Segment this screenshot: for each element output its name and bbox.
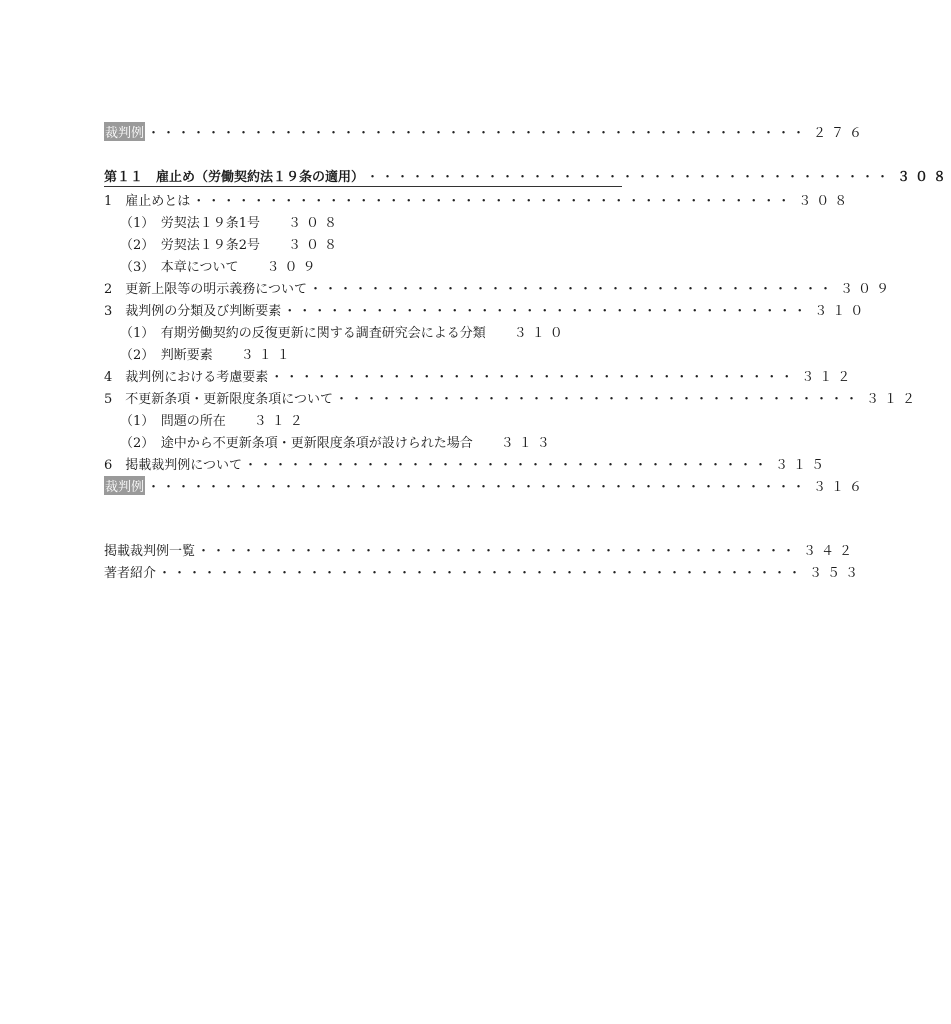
entry-label: 4 裁判例における考慮要素 [104, 369, 269, 385]
entry-label: 1 雇止めとは [104, 193, 191, 209]
page-number: ３５３ [809, 565, 864, 581]
entry-label: 2 更新上限等の明示義務について [104, 281, 308, 297]
chapter-title: 第１１ 雇止め（労働契約法１９条の適用） [104, 169, 365, 185]
page-number: ３１２ [866, 391, 921, 407]
toc-entry-1[interactable] [104, 188, 853, 210]
entry-label: 6 掲載裁判例について [104, 457, 243, 473]
leader-dots: ・・・・・・・・・・・・・・・・・・・・・・・・・・・・・・・・・・・ [270, 369, 796, 385]
toc-entry-author[interactable] [104, 560, 864, 582]
page-number: ３０９ [840, 281, 895, 297]
page-number: ３１２ [801, 369, 856, 385]
page-number: ３１１ [240, 347, 295, 363]
page-number: ３１５ [775, 457, 830, 473]
highlighted-label: 裁判例 [104, 122, 145, 141]
toc-entry-4[interactable] [104, 364, 856, 386]
leader-dots: ・・・・・・・・・・・・・・・・・・・・・・・・・・・・・・・・・・・ [283, 303, 809, 319]
entry-label: 3 裁判例の分類及び判断要素 [104, 303, 282, 319]
page-number: ３０８ [288, 237, 343, 253]
entry-label: （2） 途中から不更新条項・更新限度条項が設けられた場合 [120, 435, 473, 451]
entry-label: （1） 問題の所在 [120, 413, 226, 429]
page-number: ３０８ [897, 169, 951, 185]
toc-entry-1-2[interactable] [120, 232, 600, 254]
entry-label: 掲載裁判例一覧 [104, 543, 196, 559]
page-number: ３１２ [253, 413, 308, 429]
highlighted-label: 裁判例 [104, 476, 145, 495]
page-number: ３１６ [813, 479, 868, 495]
page-number: ２７６ [813, 125, 868, 141]
page-number: ３１０ [814, 303, 869, 319]
chapter-divider [104, 186, 622, 187]
toc-entry-pre-case[interactable] [104, 120, 868, 142]
entry-label: 著者紹介 [104, 565, 157, 581]
page-number: ３０８ [798, 193, 853, 209]
leader-dots: ・・・・・・・・・・・・・・・・・・・・・・・・・・・・・・・・・・・・・・・・・・・ [158, 565, 804, 581]
toc-entry-case-list[interactable] [104, 538, 858, 560]
page-number: ３１３ [500, 435, 555, 451]
toc-entry-1-3[interactable] [120, 254, 600, 276]
leader-dots: ・・・・・・・・・・・・・・・・・・・・・・・・・・・・・・・・・・・ [309, 281, 835, 297]
page-number: ３０８ [288, 215, 343, 231]
toc-entry-6[interactable] [104, 452, 830, 474]
toc-entry-2[interactable] [104, 276, 895, 298]
toc-entry-5[interactable] [104, 386, 921, 408]
leader-dots: ・・・・・・・・・・・・・・・・・・・・・・・・・・・・・・・・・・・・・・・・・・・・ [147, 479, 808, 495]
entry-label: 5 不更新条項・更新限度条項について [104, 391, 334, 407]
toc-entry-5-1[interactable] [120, 408, 600, 430]
entry-label: （1） 有期労働契約の反復更新に関する調査研究会による分類 [120, 325, 486, 341]
leader-dots: ・・・・・・・・・・・・・・・・・・・・・・・・・・・・・・・・・・・ [366, 169, 892, 185]
leader-dots: ・・・・・・・・・・・・・・・・・・・・・・・・・・・・・・・・・・・・・・・・ [197, 543, 798, 559]
toc-entry-1-1[interactable] [120, 210, 600, 232]
leader-dots: ・・・・・・・・・・・・・・・・・・・・・・・・・・・・・・・・・・・ [244, 457, 770, 473]
leader-dots: ・・・・・・・・・・・・・・・・・・・・・・・・・・・・・・・・・・・ [335, 391, 861, 407]
page-number: ３０９ [266, 259, 321, 275]
toc-entry-3[interactable] [104, 298, 869, 320]
page-number: ３４２ [803, 543, 858, 559]
entry-label: （3） 本章について [120, 259, 239, 275]
toc-entry-3-2[interactable] [120, 342, 600, 364]
entry-label: （2） 労契法１９条2号 [120, 237, 261, 253]
toc-chapter-11[interactable] [104, 164, 951, 186]
toc-entry-case[interactable] [104, 474, 868, 496]
leader-dots: ・・・・・・・・・・・・・・・・・・・・・・・・・・・・・・・・・・・・・・・・ [192, 193, 793, 209]
entry-label: （1） 労契法１９条1号 [120, 215, 261, 231]
toc-entry-3-1[interactable] [120, 320, 600, 342]
leader-dots: ・・・・・・・・・・・・・・・・・・・・・・・・・・・・・・・・・・・・・・・・・・・・ [147, 125, 808, 141]
toc-entry-5-2[interactable] [120, 430, 600, 452]
entry-label: （2） 判断要素 [120, 347, 213, 363]
page-number: ３１０ [513, 325, 568, 341]
